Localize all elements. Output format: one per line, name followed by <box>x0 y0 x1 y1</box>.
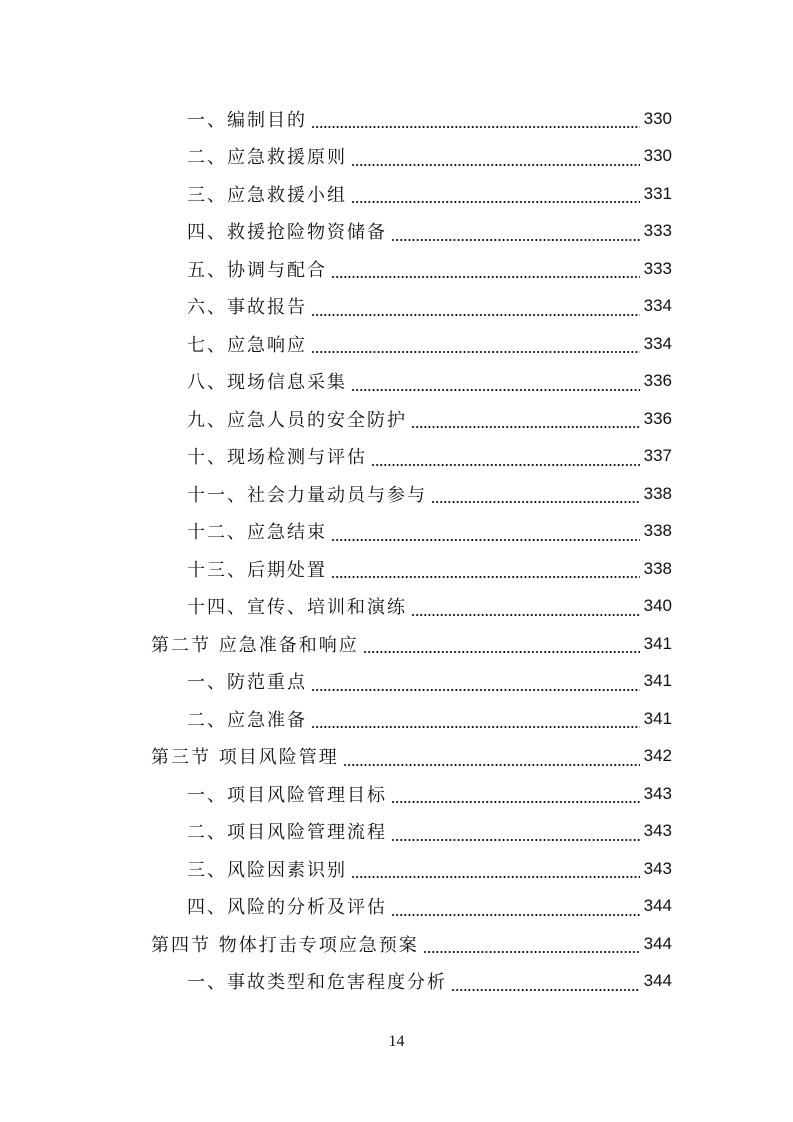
toc-entry-label: 九、应急人员的安全防护 <box>187 409 407 431</box>
toc-entry-page: 334 <box>643 333 672 353</box>
toc-entry[interactable] <box>151 925 672 962</box>
toc-entry-label: 二、项目风险管理流程 <box>187 822 387 843</box>
toc-leader-dots <box>391 801 640 803</box>
toc-entry-label: 三、应急救援小组 <box>187 184 347 206</box>
toc-entry[interactable] <box>187 250 672 287</box>
toc-leader-dots <box>311 689 640 691</box>
toc-leader-dots <box>423 951 640 953</box>
toc-entry-label: 第三节 项目风险管理 <box>151 747 339 768</box>
toc-entry-page: 336 <box>643 408 672 428</box>
toc-entry[interactable] <box>187 288 672 325</box>
toc-leader-dots <box>411 614 640 616</box>
toc-entry-page: 340 <box>643 596 672 615</box>
toc-entry[interactable] <box>187 963 672 1000</box>
toc-entry[interactable] <box>187 213 672 250</box>
toc-leader-dots <box>411 426 640 428</box>
toc-entry-label: 十二、应急结束 <box>187 522 327 543</box>
toc-leader-dots <box>343 764 640 766</box>
toc-entry-label: 一、防范重点 <box>187 672 307 693</box>
toc-leader-dots <box>351 876 640 878</box>
toc-leader-dots <box>391 839 640 841</box>
toc-leader-dots <box>331 539 640 541</box>
toc-entry[interactable] <box>187 438 672 475</box>
toc-entry-page: 334 <box>643 296 672 315</box>
toc-entry-label: 三、风险因素识别 <box>187 859 347 881</box>
toc-entry-label: 第二节 应急准备和响应 <box>151 634 359 656</box>
toc-entry-page: 343 <box>643 821 672 840</box>
toc-entry-label: 十四、宣传、培训和演练 <box>187 597 407 618</box>
toc-leader-dots <box>431 501 640 503</box>
toc-entry-page: 338 <box>643 521 672 540</box>
toc-entry-page: 341 <box>643 708 672 728</box>
toc-entry-page: 331 <box>643 183 672 203</box>
toc-entry-page: 341 <box>643 671 672 690</box>
toc-entry[interactable] <box>187 513 672 550</box>
toc-entry-label: 四、救援抢险物资储备 <box>187 222 387 243</box>
toc-entry-page: 333 <box>643 221 672 240</box>
toc-leader-dots <box>351 389 640 391</box>
toc-entry[interactable] <box>187 663 672 700</box>
toc-entry-label: 一、编制目的 <box>187 109 307 131</box>
toc-entry-page: 344 <box>643 933 672 953</box>
toc-entry-label: 一、项目风险管理目标 <box>187 784 387 806</box>
toc-entry-page: 343 <box>643 858 672 878</box>
toc-entry[interactable] <box>187 363 672 400</box>
toc-entry-page: 336 <box>643 371 672 390</box>
toc-leader-dots <box>311 351 640 353</box>
toc-entry-label: 二、应急准备 <box>187 709 307 731</box>
toc-entry-page: 338 <box>643 558 672 578</box>
toc-leader-dots <box>331 276 640 278</box>
toc-leader-dots <box>311 314 640 316</box>
toc-leader-dots <box>351 201 640 203</box>
toc-entry-label: 七、应急响应 <box>187 334 307 356</box>
toc-entry[interactable] <box>187 888 672 925</box>
toc-entry-label: 十三、后期处置 <box>187 559 327 581</box>
toc-entry[interactable] <box>187 138 672 175</box>
toc-entry[interactable] <box>187 175 672 212</box>
toc-leader-dots <box>351 164 640 166</box>
toc-entry-page: 344 <box>643 896 672 915</box>
toc-entry[interactable] <box>187 850 672 887</box>
toc-entry-label: 十一、社会力量动员与参与 <box>187 484 427 506</box>
toc-leader-dots <box>391 914 640 916</box>
toc-entry[interactable] <box>187 550 672 587</box>
toc-entry[interactable] <box>187 588 672 625</box>
toc-entry-label: 十、现场检测与评估 <box>187 447 367 468</box>
toc-entry[interactable] <box>151 625 672 662</box>
toc-leader-dots <box>311 126 640 128</box>
toc-entry-label: 四、风险的分析及评估 <box>187 897 387 918</box>
toc-entry-label: 八、现场信息采集 <box>187 372 347 393</box>
toc-entry-page: 330 <box>643 108 672 128</box>
toc-entry-page: 338 <box>643 483 672 503</box>
toc-entry[interactable] <box>187 813 672 850</box>
toc-entry-label: 一、事故类型和危害程度分析 <box>187 972 447 993</box>
toc-entry[interactable] <box>187 475 672 512</box>
page-number: 14 <box>388 1033 405 1050</box>
toc-entry-page: 333 <box>643 258 672 278</box>
toc-entry-label: 六、事故报告 <box>187 297 307 318</box>
toc-entry[interactable] <box>151 738 672 775</box>
toc-leader-dots <box>311 726 640 728</box>
toc-leader-dots <box>371 464 640 466</box>
toc-leader-dots <box>331 576 640 578</box>
toc-leader-dots <box>391 239 640 241</box>
toc-entry-page: 344 <box>643 971 672 990</box>
toc-entry-page: 342 <box>643 746 672 765</box>
toc-entry-page: 341 <box>643 633 672 653</box>
toc-entry[interactable] <box>187 400 672 437</box>
toc-entry-page: 330 <box>643 146 672 165</box>
toc-entry[interactable] <box>187 325 672 362</box>
toc-entry[interactable] <box>187 775 672 812</box>
toc-entry-page: 337 <box>643 446 672 465</box>
toc-entry-label: 五、协调与配合 <box>187 259 327 281</box>
toc-leader-dots <box>451 989 640 991</box>
toc-entry-label: 第四节 物体打击专项应急预案 <box>151 934 419 956</box>
toc-entry[interactable] <box>187 700 672 737</box>
toc-leader-dots <box>363 651 640 653</box>
toc-entry[interactable] <box>187 100 672 137</box>
toc-entry-label: 二、应急救援原则 <box>187 147 347 168</box>
toc-entry-page: 343 <box>643 783 672 803</box>
